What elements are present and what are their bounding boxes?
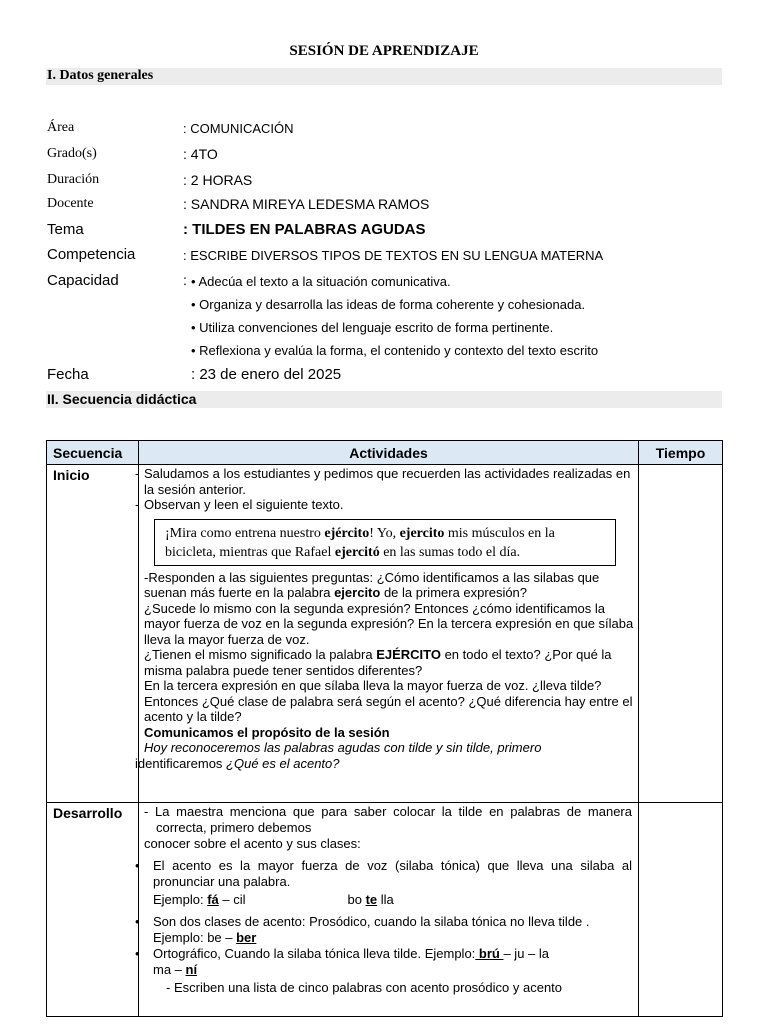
inicio-time [639,465,723,803]
question-paragraph: Entonces ¿Qué clase de palabra será según el acento? ¿Qué diferencia hay entre el acento y la tilde? [144,693,633,724]
section-title: II. Secuencia didáctica [47,391,197,407]
dash-marker: - [135,466,140,481]
duracion-label: Duración [47,172,100,187]
question-paragraph: ¿Tienen el mismo significado la palabra EJÉRCITO en todo el texto? ¿Por qué la misma palabra puede tener sentidos diferentes? [144,647,612,678]
fecha-label: Fecha [47,366,89,383]
section-header-secuencia [46,391,722,408]
activity-line: - Saludamos a los estudiantes y pedimos que recuerden las actividades realizadas en la sesión anterior. [135,466,631,497]
competencia-label: Competencia [47,246,136,263]
example-line: Ejemplo: fá – cil bo te lla [153,892,394,907]
activity-paragraph: conocer sobre el acento y sus clases: [144,836,361,851]
area-label: Área [47,120,75,135]
dash-marker: - [135,497,140,512]
docente-label: Docente [47,196,94,211]
header-tiempo: Tiempo [639,441,723,465]
capacidad-label: Capacidad [47,272,119,289]
capacidad-colon: : [183,272,187,288]
question-paragraph: -Responden a las siguientes preguntas: ¿Cómo identificamos a las silabas que suenan más fuerte en la palabra ejercito de la primera expresión? [144,569,600,600]
question-paragraph: ¿Sucede lo mismo con la segunda expresión? Entonces ¿cómo identificamos la mayor fuerza de voz en la segunda expresión? En la tercera expresión en que sílaba lleva la mayor fuerza de voz. [144,600,634,647]
section-header-general [46,68,722,85]
bullet-item: • Son dos clases de acento: Prosódico, cuando la silaba tónica no lleva tilde . [144,914,632,930]
capacidad-item: • Adecúa el texto a la situación comunicativa. [191,274,451,289]
grado-label: Grado(s) [47,146,97,161]
duracion-value: : 2 HORAS [183,172,253,188]
area-value: : COMUNICACIÓN [183,121,294,136]
capacidad-item: • Utiliza convenciones del lenguaje escrito de forma pertinente. [191,320,554,335]
question-paragraph: En la tercera expresión en que sílaba lleva la mayor fuerza de voz. ¿lleva tilde? [144,678,602,693]
example-text-box: ¡Mira como entrena nuestro ejército! Yo, ejercito mis músculos en la bicicleta, mientras que Rafael ejercitó en las sumas todo el día. [154,519,616,566]
header-secuencia: Secuencia [47,441,139,465]
grado-value: : 4TO [183,146,218,162]
table-header-row [47,441,723,465]
header-actividades: Actividades [139,441,639,465]
capacidad-item: • Reflexiona y evalúa la forma, el contenido y contexto del texto escrito [191,343,599,358]
activity-line: - Observan y leen el siguiente texto. [135,497,344,512]
desarrollo-label: Desarrollo [47,803,139,1017]
inicio-activities [135,465,639,803]
activity-paragraph: - La maestra menciona que para saber colocar la tilde en palabras de manera correcta, primero debemos [144,804,632,835]
desarrollo-time [639,803,723,1017]
purpose-text: identificaremos ¿Qué es el acento? [135,755,340,771]
fecha-value: : 23 de enero del 2025 [191,366,342,383]
document-title: SESIÓN DE APRENDIZAJE [289,43,479,59]
bullet-item: • El acento es la mayor fuerza de voz (silaba tónica) que lleva una silaba al pronunciar una palabra. [144,858,632,890]
competencia-value: : ESCRIBE DIVERSOS TIPOS DE TEXTOS EN SU LENGUA MATERNA [183,248,604,263]
tema-label: Tema [47,221,84,238]
example-line: ma – ní [153,962,198,977]
sequence-table [46,440,723,1017]
purpose-heading: Comunicamos el propósito de la sesión [144,724,390,740]
activity-paragraph: - Escriben una lista de cinco palabras con acento prosódico y acento [166,980,563,995]
docente-value: : SANDRA MIREYA LEDESMA RAMOS [183,196,430,212]
table-row [47,465,723,803]
bullet-item: • Ortográfico, Cuando la silaba tónica lleva tilde. Ejemplo: brú – ju – la [144,946,632,962]
inicio-label: Inicio [47,465,139,803]
example-line: Ejemplo: be – ber [153,930,257,945]
purpose-text: Hoy reconoceremos las palabras agudas con tilde y sin tilde, primero [144,740,542,755]
capacidad-item: • Organiza y desarrolla las ideas de forma coherente y cohesionada. [191,297,586,312]
section-title: I. Datos generales [47,68,154,83]
table-row [47,803,723,1017]
tema-value: : TILDES EN PALABRAS AGUDAS [183,221,426,238]
desarrollo-activities [139,803,639,1017]
